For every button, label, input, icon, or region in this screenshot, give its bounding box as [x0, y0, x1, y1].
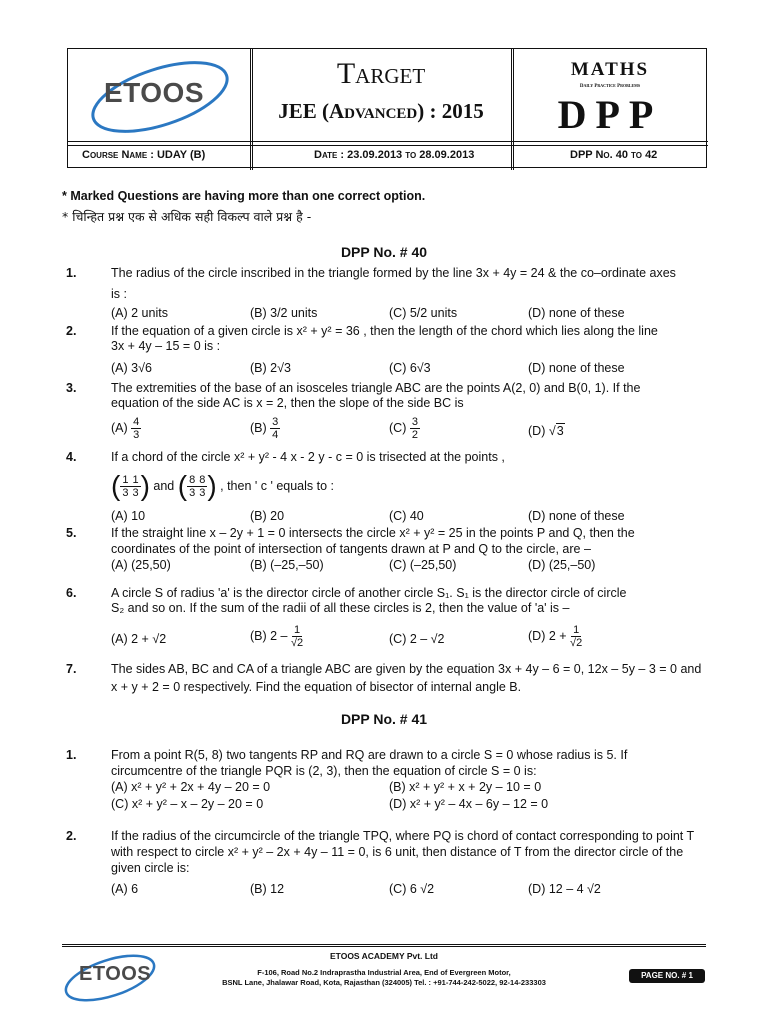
question-number: 6. — [66, 586, 77, 600]
question-number: 3. — [66, 381, 77, 395]
option-a: (A) 2 units — [111, 306, 168, 320]
question-text: If the straight line x – 2y + 1 = 0 intersects the circle x² + y² = 25 in the points P and Q, then the — [111, 526, 635, 540]
option-c: (C) 6√3 — [389, 361, 431, 375]
question-number: 1. — [66, 266, 77, 280]
question-text: A circle S of radius 'a' is the director circle of another circle S₁. S₁ is the director circle of circle — [111, 586, 627, 600]
option-b: (B) 3/2 units — [250, 306, 318, 320]
option-a: (A) $\frac{4}{3}$ — [111, 416, 140, 441]
question-text: circumcentre of the triangle PQR is (2, 3), then the equation of circle S = 0 is: — [111, 764, 537, 778]
dpp-title: DPP — [557, 92, 663, 137]
option-d: (D) 2 + $\frac{1}{√2}$ — [528, 624, 583, 649]
exam-title: JEE (Advanced) : 2015 — [278, 99, 484, 123]
option-b: (B) $\frac{3}{4}$ — [250, 416, 279, 441]
option-c: (C) (–25,50) — [389, 558, 457, 572]
option-a: (A) 6 — [111, 882, 139, 896]
section-heading: DPP No. # 40 — [340, 244, 428, 260]
target-title: Target — [336, 57, 426, 90]
option-a: (A) (25,50) — [111, 558, 171, 572]
question-text: ( $\frac{1}{3}$ $\frac{1}{3}$ ) and ( $\frac{8}{3}$ $\frac{8}{3}$ ) , then ' c ' equals to : — [111, 470, 334, 501]
footer-rule — [62, 944, 706, 945]
question-text: The sides AB, BC and CA of a triangle ABC are given by the equation 3x + 4y – 6 = 0, 12x – 5y – 3 = 0 and — [111, 662, 702, 676]
option-b: (B) (–25,–50) — [250, 558, 324, 572]
option-d: (D) none of these — [528, 306, 625, 320]
question-text: coordinates of the point of intersection of tangents drawn at P and Q to the circle, are – — [111, 542, 591, 556]
course-name: Course Name : UDAY (B) — [82, 149, 206, 161]
option-a: (A) x² + y² + 2x + 4y – 20 = 0 — [111, 780, 271, 794]
question-text: If a chord of the circle x² + y² - 4 x - 2 y - c = 0 is trisected at the points , — [111, 450, 505, 464]
option-b: (B) x² + y² + x + 2y – 10 = 0 — [389, 780, 542, 794]
header-rule — [68, 141, 708, 142]
option-c: (C) $\frac{3}{2}$ — [389, 416, 418, 441]
header-rule — [68, 145, 708, 146]
option-c: (C) x² + y² – x – 2y – 20 = 0 — [111, 797, 264, 811]
option-d: (D) √3 — [528, 424, 564, 438]
option-c: (C) 5/2 units — [389, 306, 458, 320]
question-number: 4. — [66, 450, 77, 464]
question-number: 7. — [66, 662, 77, 676]
question-number: 5. — [66, 526, 77, 540]
option-d: (D) 12 – 4 √2 — [528, 882, 601, 896]
option-a: (A) 10 — [111, 509, 146, 523]
option-d: (D) (25,–50) — [528, 558, 596, 572]
question-number: 2. — [66, 324, 77, 338]
option-d: (D) none of these — [528, 361, 625, 375]
question-text: given circle is: — [111, 861, 190, 875]
question-text: S₂ and so on. If the sum of the radii of all these circles is 2, then the value of 'a' is – — [111, 601, 570, 615]
question-text: The radius of the circle inscribed in the triangle formed by the line 3x + 4y = 24 & the co–ordinate axes — [111, 266, 676, 280]
question-text: x + y + 2 = 0 respectively. Find the equation of bisector of internal angle B. — [111, 680, 522, 694]
option-a: (A) 3√6 — [111, 361, 152, 375]
footer-address-line2: BSNL Lane, Jhalawar Road, Kota, Rajasthan (324005) Tel. : +91-744-242-5022, 92-14-233303 — [222, 978, 546, 987]
footer-logo-text: ETOOS — [79, 963, 152, 985]
date-range: Date : 23.09.2013 to 28.09.2013 — [314, 149, 475, 161]
question-text: If the radius of the circumcircle of the triangle TPQ, where PQ is chord of contact corresponding to point T — [111, 829, 695, 843]
question-text: If the equation of a given circle is x² + y² = 36 , then the length of the chord which lies along the line — [111, 324, 658, 338]
page-number-badge: PAGE NO. # 1 — [629, 969, 705, 983]
question-text: equation of the side AC is x = 2, then the slope of the side BC is — [111, 396, 464, 410]
subject-title: MATHS — [570, 59, 650, 80]
option-b: (B) 12 — [250, 882, 285, 896]
footer-address-line1: F-106, Road No.2 Indraprastha Industrial Area, End of Evergreen Motor, — [257, 968, 511, 977]
option-b: (B) 20 — [250, 509, 285, 523]
option-b: (B) 2 – $\frac{1}{√2}$ — [250, 624, 304, 649]
dpp-subtitle: Daily Practice Problems — [579, 84, 641, 89]
question-text: is : — [111, 287, 127, 301]
logo-text: ETOOS — [104, 77, 205, 108]
option-a: (A) 2 + √2 — [111, 632, 167, 646]
option-c: (C) 2 – √2 — [389, 632, 445, 646]
footer-company: ETOOS ACADEMY Pvt. Ltd — [330, 951, 438, 961]
header-box — [67, 48, 707, 168]
question-number: 2. — [66, 829, 77, 843]
question-number: 1. — [66, 748, 77, 762]
option-d: (D) x² + y² – 4x – 6y – 12 = 0 — [389, 797, 549, 811]
footer-rule — [62, 946, 706, 947]
question-text: The extremities of the base of an isosceles triangle ABC are the points A(2, 0) and B(0, 1). If the — [111, 381, 641, 395]
section-heading: DPP No. # 41 — [340, 711, 428, 727]
option-d: (D) none of these — [528, 509, 625, 523]
question-text: 3x + 4y – 15 = 0 is : — [111, 339, 221, 353]
dpp-number: DPP No. 40 to 42 — [570, 149, 658, 161]
question-text: From a point R(5, 8) two tangents RP and RQ are drawn to a circle S = 0 whose radius is 5. If — [111, 748, 628, 762]
question-text: with respect to circle x² + y² – 2x + 4y – 11 = 0, is 6 unit, then distance of T from the director circle of the — [111, 845, 684, 859]
option-c: (C) 40 — [389, 509, 424, 523]
option-c: (C) 6 √2 — [389, 882, 435, 896]
option-b: (B) 2√3 — [250, 361, 291, 375]
note-english: * Marked Questions are having more than one correct option. — [62, 189, 426, 203]
note-hindi: * चिन्हित प्रश्न एक से अधिक सही विकल्प वाले प्रश्न है - — [62, 209, 312, 224]
